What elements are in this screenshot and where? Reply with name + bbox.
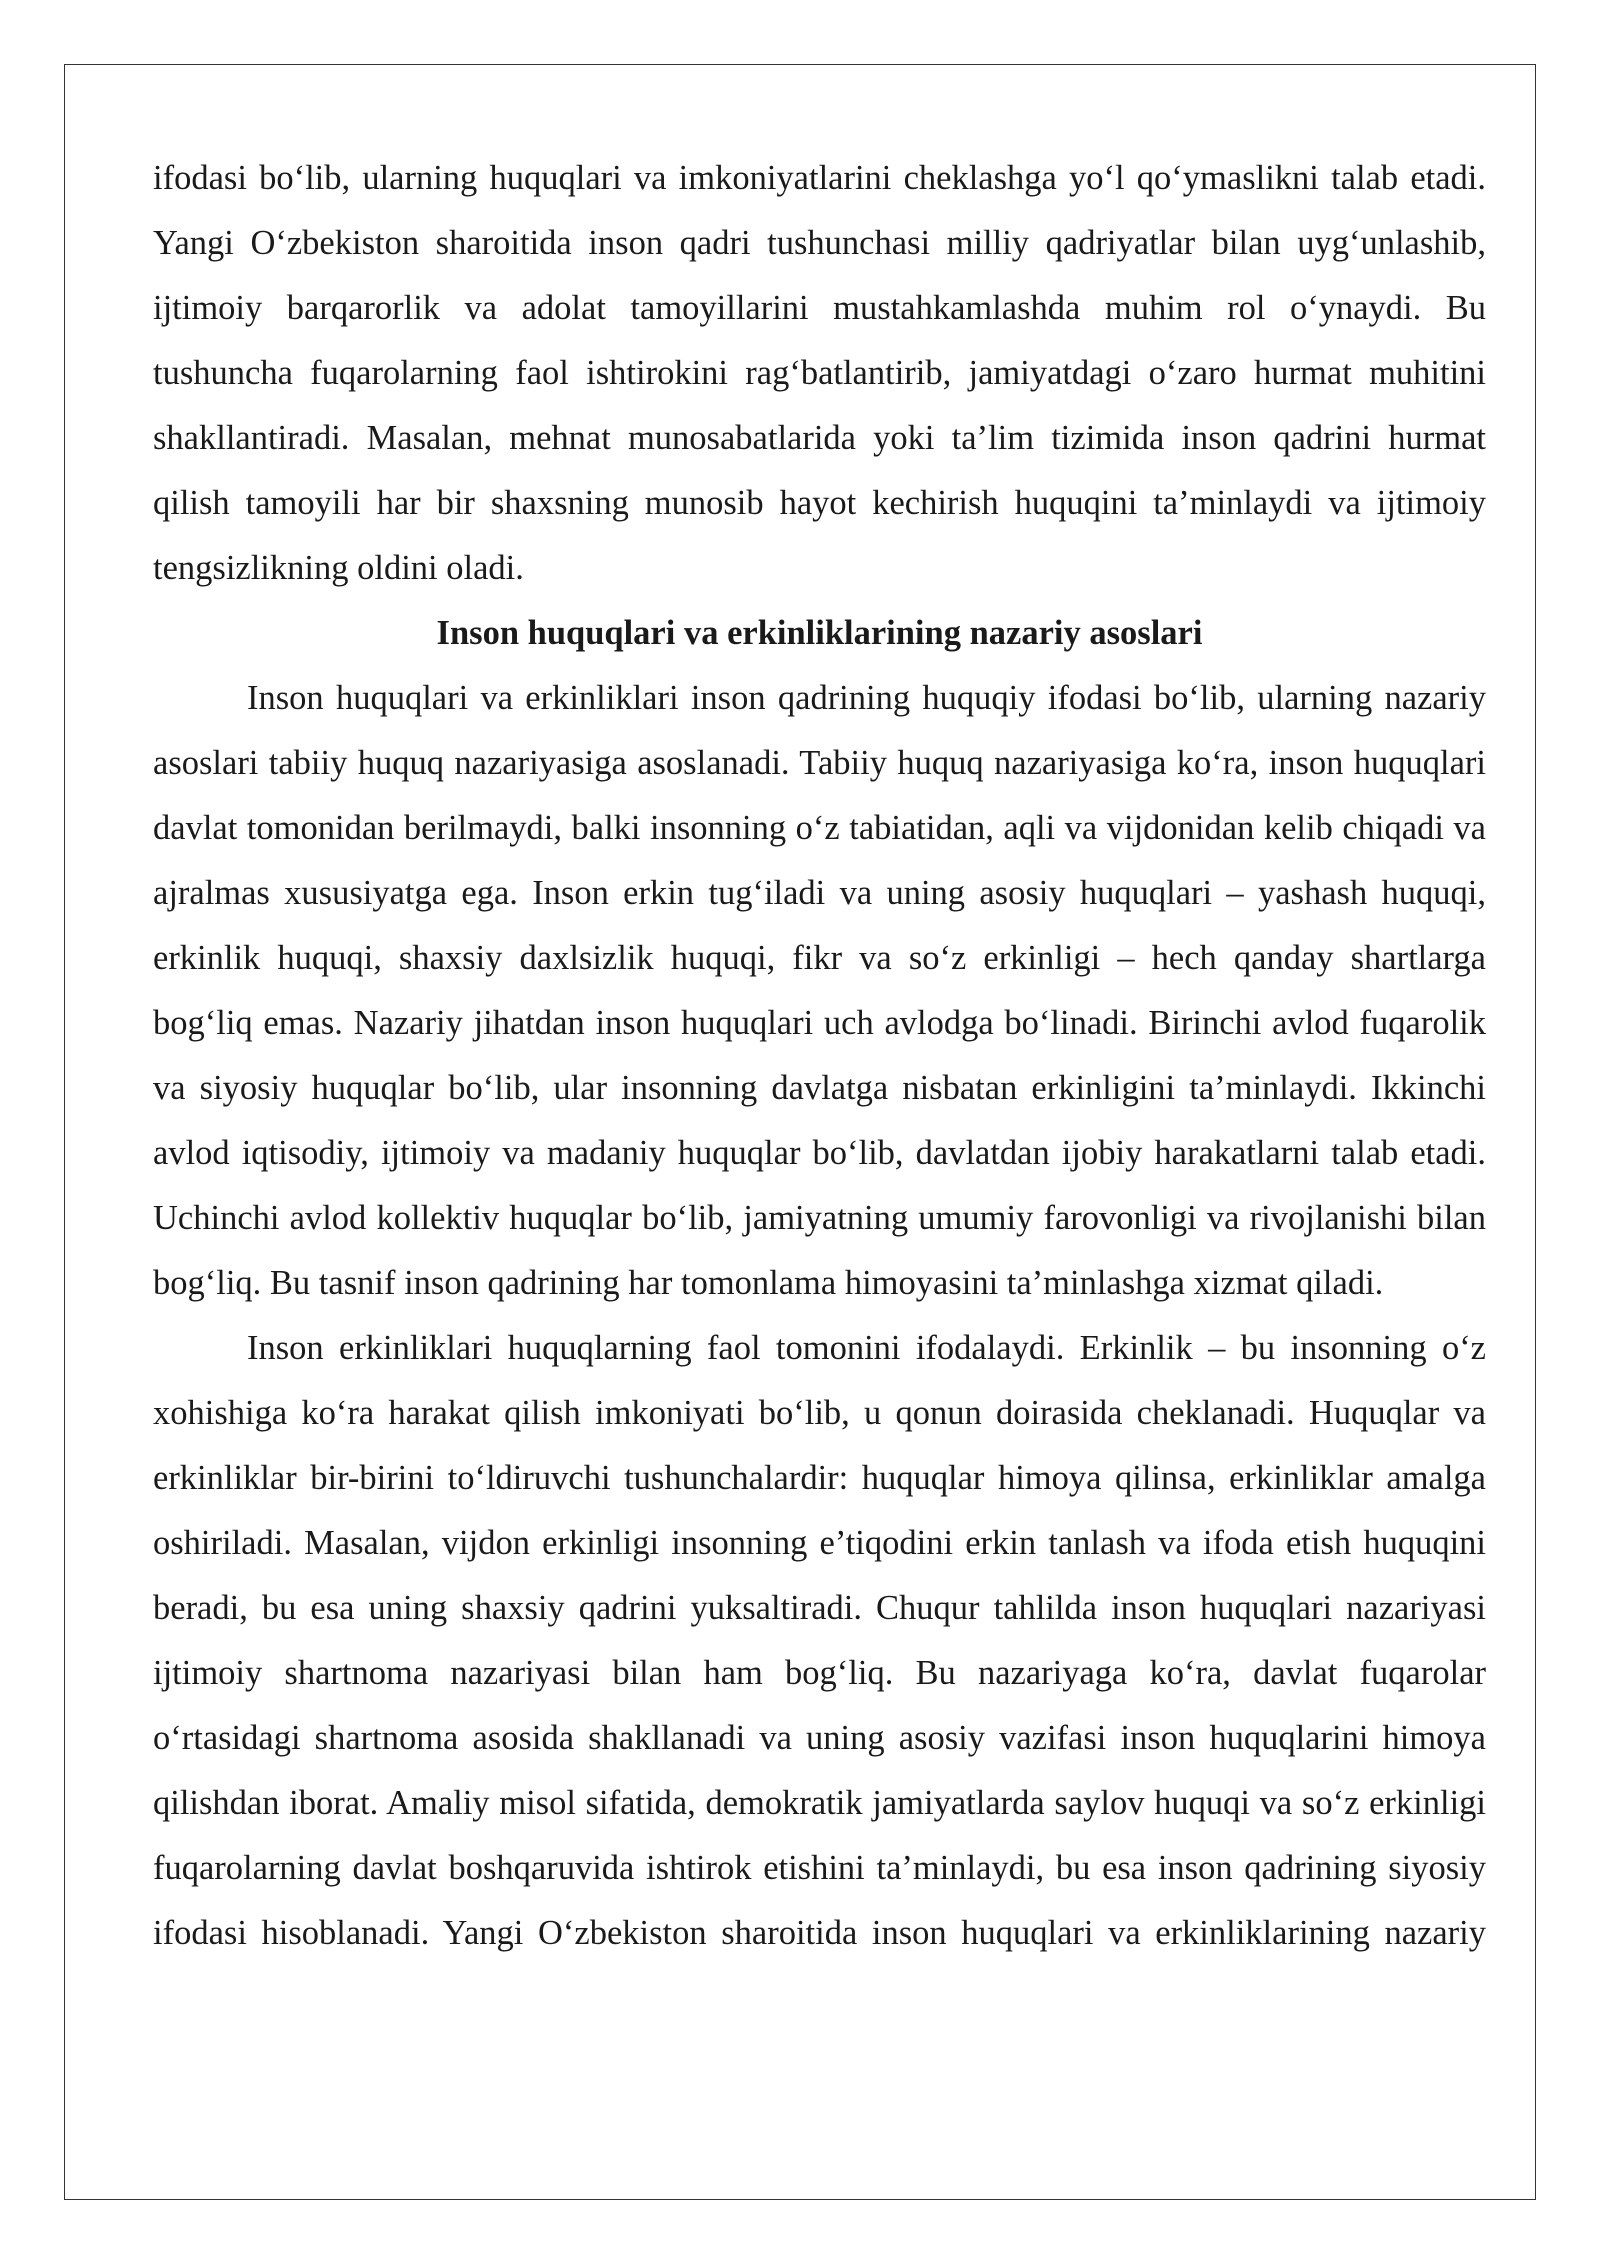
document-body: [153, 146, 1486, 1966]
paragraph-continuation: ifodasi bo‘lib, ularning huquqlari va imkoniyatlarini cheklashga yo‘l qo‘ymaslikni talab etadi. Yangi O‘zbekiston sharoitida inson qadri tushunchasi milliy qadriyatlar bilan uyg‘unlashib, ijtimoiy barqarorlik va adolat tamoyillarini mustahkamlashda muhim rol o‘ynaydi. Bu tushuncha fuqarolarning faol ishtirokini rag‘batlantirib, jamiyatdagi o‘zaro hurmat muhitini shakllantiradi. Masalan, mehnat munosabatlarida yoki ta’lim tizimida inson qadrini hurmat qilish tamoyili har bir shaxsning munosib hayot kechirish huquqini ta’minlaydi va ijtimoiy tengsizlikning oldini oladi.: [153, 159, 1486, 587]
paragraph-natural-law: Inson huquqlari va erkinliklari inson qadrining huquqiy ifodasi bo‘lib, ularning nazariy asoslari tabiiy huquq nazariyasiga asoslanadi. Tabiiy huquq nazariyasiga ko‘ra, inson huquqlari davlat tomonidan berilmaydi, balki insonning o‘z tabiatidan, aqli va vijdonidan kelib chiqadi va ajralmas xususiyatga ega. Inson erkin tug‘iladi va uning asosiy huquqlari – yashash huquqi, erkinlik huquqi, shaxsiy daxlsizlik huquqi, fikr va so‘z erkinligi – hech qanday shartlarga bog‘liq emas. Nazariy jihatdan inson huquqlari uch avlodga bo‘linadi. Birinchi avlod fuqarolik va siyosiy huquqlar bo‘lib, ular insonning davlatga nisbatan erkinligini ta’minlaydi. Ikkinchi avlod iqtisodiy, ijtimoiy va madaniy huquqlar bo‘lib, davlatdan ijobiy harakatlarni talab etadi. Uchinchi avlod kollektiv huquqlar bo‘lib, jamiyatning umumiy farovonligi va rivojlanishi bilan bog‘liq. Bu tasnif inson qadrining har tomonlama himoyasini ta’minlashga xizmat qiladi.: [153, 679, 1486, 1302]
paragraph-freedoms: Inson erkinliklari huquqlarning faol tomonini ifodalaydi. Erkinlik – bu insonning o‘z xohishiga ko‘ra harakat qilish imkoniyati bo‘lib, u qonun doirasida cheklanadi. Huquqlar va erkinliklar bir-birini to‘ldiruvchi tushunchalardir: huquqlar himoya qilinsa, erkinliklar amalga oshiriladi. Masalan, vijdon erkinligi insonning e’tiqodini erkin tanlash va ifoda etish huquqini beradi, bu esa uning shaxsiy qadrini yuksaltiradi. Chuqur tahlilda inson huquqlari nazariyasi ijtimoiy shartnoma nazariyasi bilan ham bog‘liq. Bu nazariyaga ko‘ra, davlat fuqarolar o‘rtasidagi shartnoma asosida shakllanadi va uning asosiy vazifasi inson huquqlarini himoya qilishdan iborat. Amaliy misol sifatida, demokratik jamiyatlarda saylov huquqi va so‘z erkinligi fuqarolarning davlat boshqaruvida ishtirok etishini ta’minlaydi, bu esa inson qadrining siyosiy ifodasi hisoblanadi. Yangi O‘zbekiston sharoitida inson huquqlari va erkinliklarining nazariy: [153, 1329, 1486, 1952]
section-heading: Inson huquqlari va erkinliklarining nazariy asoslari: [436, 614, 1203, 652]
